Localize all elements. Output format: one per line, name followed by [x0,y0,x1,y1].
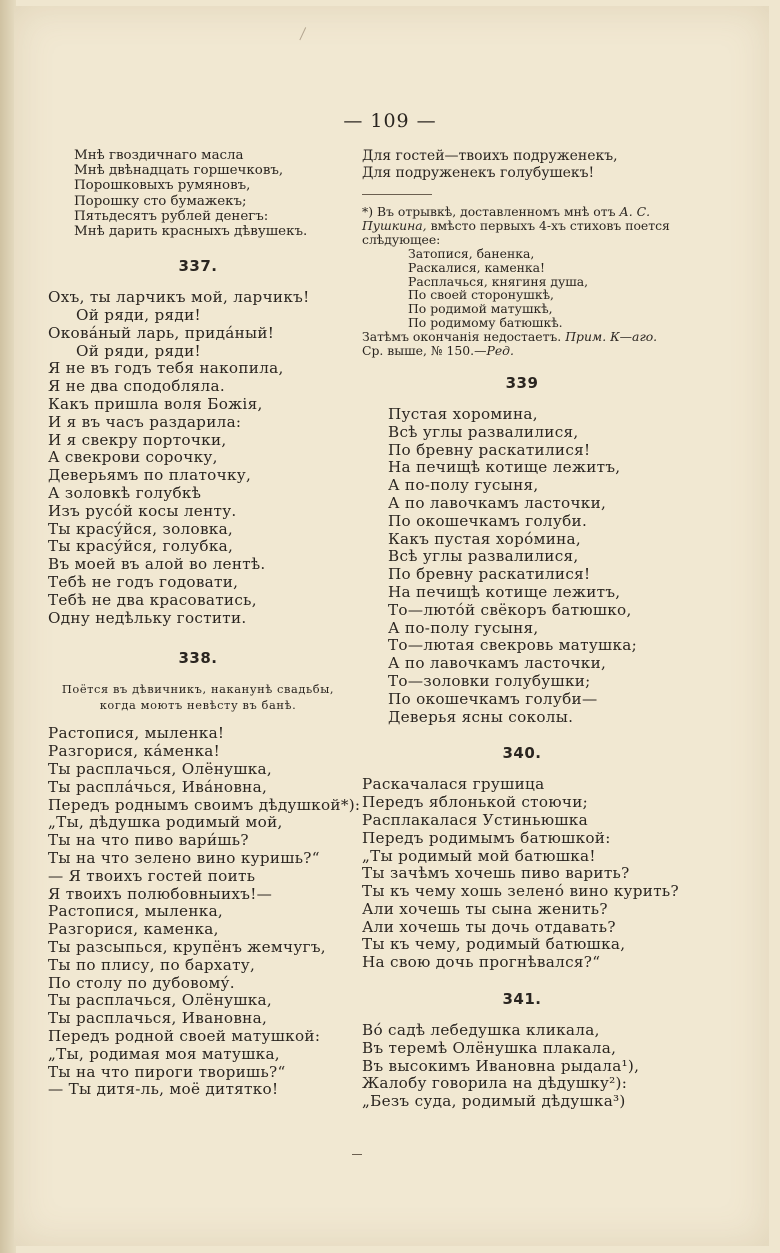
footnote-verse [362,247,682,330]
verse-line: А свекрови сорочку, [48,448,218,467]
left-column [48,148,361,1099]
left-intro-block [48,148,348,239]
verse-line: И я свекру порточки, [48,430,227,449]
verse-line: Расплакалася Устиньюшка [362,810,588,829]
verse-line: Пустая хоромина, [388,404,538,423]
verse-line: Раскачалася грушица [362,775,545,794]
verse-line: „Ты родимый мой батюшка! [362,846,596,865]
verse-line: Разгорися, каменка, [48,920,219,939]
footnote-verse-line: Затопися, баненка, [408,245,535,261]
footnote-line: слѣдующее: [362,231,441,247]
verse-line: А по лавочкамъ ласточки, [388,654,607,673]
footnote-line [362,344,682,358]
verse-line: Какъ пустая хоро́мина, [388,529,582,548]
verse-line: Деверья ясны соколы. [388,707,574,726]
footnote-italic: А. С. [619,204,651,219]
verse-line: И я въ часъ раздарила: [48,412,242,431]
footnote-text: *) Въ отрывкѣ, доставленномъ мнѣ отъ [362,204,616,219]
footnote-line [362,205,682,219]
section-number-341: 341. [502,990,542,1009]
verse-line: Растопися, мыленка! [48,724,225,743]
verse-line: А по-полу гусыня, [388,476,539,495]
verse-line: То—лютая свекровь матушка; [388,636,638,655]
verse-line: Ты зачѣмъ хочешь пиво варить? [362,864,630,883]
verse-line: Всѣ углы развалилися, [388,422,579,441]
verse-line: Я не въ годъ тебя накопила, [48,359,284,378]
text-line: Мнѣ гвоздичнаго масла [74,148,244,163]
verse-line: „Безъ суда, родимый дѣдушка³) [362,1092,626,1111]
poem-337 [48,289,348,627]
footnote-italic: Прим. К—аго. [565,329,658,345]
verse-line: Ты красу́йся, золовка, [48,519,234,538]
verse-line: Ой ряди, ряди! [76,306,201,325]
verse-line: Деверьямъ по платочку, [48,466,252,485]
footnote-verse-line: По родимому батюшкѣ. [408,315,563,331]
right-intro-block [362,148,682,182]
verse-line: Какъ пришла воля Божія, [48,395,263,413]
footnote-verse-line: Раскалися, каменка! [408,259,546,275]
section-number-338: 338. [178,649,218,668]
text-line: Пятьдесятъ рублей денегъ: [74,208,269,224]
verse-line: Въ высокимъ Ивановна рыдала¹), [362,1056,640,1075]
poem-340 [362,776,682,972]
verse-line: То—золовки голубушки; [388,671,591,690]
verse-line: Ты красу́йся, голубка, [48,537,234,556]
verse-line: По бревну раскатилися! [388,440,591,459]
text-line: Порошку сто бумажекъ; [74,193,247,209]
verse-line: Во́ садѣ лебедушка кликала, [362,1021,600,1040]
footnote [362,205,682,358]
section-number-340: 340. [502,744,542,763]
verse-line: Али хочешь ты дочь отдавать? [362,917,616,936]
verse-line: По окошечкамъ голуби. [388,511,588,530]
section-number-337: 337. [178,257,218,276]
section-number-339: 339 [505,373,539,392]
footnote-verse-line: По своей сторонушкѣ, [408,287,554,303]
verse-line: Ты на что пиво вари́шь? [48,831,249,850]
text-line: Мнѣ дарить красныхъ дѣвушекъ. [74,224,308,240]
section-subtitle: Поётся въ дѣвичникъ, наканунѣ свадьбы, [61,682,335,697]
verse-line: „Ты, дѣдушка родимый мой, [48,813,283,832]
poem-341 [362,1022,682,1111]
poem-339 [362,406,682,726]
verse-line: — Ты дитя-ль, моё дитятко! [48,1080,279,1099]
footnote-italic: Пушкина, [362,217,427,233]
verse-line: Ты разсыпься, крупёнъ жемчугъ, [48,937,326,956]
text-line: Мнѣ двѣнадцать горшечковъ, [74,163,284,179]
footnote-line [362,330,682,344]
footnote-italic: Ред. [486,343,514,359]
verse-line: На свою дочь прогнѣвался?“ [362,953,601,972]
verse-line: Охъ, ты ларчикъ мой, ларчикъ! [48,288,310,307]
text-line: Для подруженекъ голубушекъ! [362,165,595,181]
verse-line: Тебѣ не годъ годовати, [48,572,239,591]
verse-line: Растопися, мыленка, [48,902,224,921]
verse-line: Ты на что зелено вино куришь?“ [48,848,320,867]
verse-line: Тебѣ не два красоватись, [48,590,257,609]
verse-line: Въ теремѣ Олёнушка плакала, [362,1038,617,1057]
verse-line: Разгорися, ка́менка! [48,742,221,761]
verse-line: Али хочешь ты сына женить? [362,899,608,918]
footnote-text: Затѣмъ окончанія недостаетъ. [362,329,562,345]
verse-line: Окова́ный ларь, прида́ный! [48,323,275,342]
verse-line: Передъ родимымъ батюшкой: [362,828,611,847]
verse-line: — Я твоихъ гостей поить [48,866,256,885]
verse-line: Я не два сподобляла. [48,377,225,396]
verse-line: Ты расплачься, Олёнушка, [48,759,273,778]
verse-line: Ты по плису, по бархату, [48,955,256,974]
verse-line: Ты на что пироги творишь?“ [48,1062,286,1081]
verse-line: Жалобу говорила на дѣдушку²): [362,1074,628,1093]
verse-line: А по-полу гусыня, [388,618,539,637]
text-line: Порошковыхъ румяновъ, [74,178,251,194]
verse-line: „Ты, родимая моя матушка, [48,1044,280,1063]
footnote-text: Ср. выше, № 150.— [362,343,487,359]
section-subtitle: когда моютъ невѣсту въ банѣ. [99,698,297,713]
footnote-verse-line: Расплачься, княгиня душа, [408,273,589,289]
bottom-dash [352,1154,362,1155]
verse-line: Въ моей въ алой во лентѣ. [48,555,266,574]
verse-line: Ты расплачься, Олёнушка, [48,991,273,1010]
footnote-verse-line: По родимой матушкѣ, [408,301,553,317]
verse-line: Передъ родной своей матушкой: [48,1026,321,1045]
verse-line: Ты распла́чься, Ива́новна, [48,777,268,796]
verse-line: Ой ряди, ряди! [76,341,201,360]
verse-line: По окошечкамъ голуби— [388,689,598,708]
verse-line: По столу по дубовому́. [48,973,235,992]
verse-line: Передъ роднымъ своимъ дѣдушкой*): [48,795,361,814]
footnote-line [362,219,682,233]
poem-338 [48,724,361,1099]
verse-line: Изъ русо́й косы ленту. [48,501,237,520]
verse-line: На печищѣ котище лежитъ, [388,582,621,601]
verse-line: Всѣ углы развалилися, [388,547,579,566]
verse-line: По бревну раскатилися! [388,565,591,584]
verse-line: Одну недѣльку гостити. [48,608,247,627]
right-column [362,148,682,1111]
verse-line: А по лавочкамъ ласточки, [388,493,607,512]
verse-line: Ты къ чему, родимый батюшка, [362,935,626,954]
verse-line: То—люто́й свёкоръ батюшко, [388,600,632,619]
verse-line: Ты расплачься, Ивановна, [48,1009,268,1028]
verse-line: Передъ яблонькой стоючи; [362,793,589,812]
verse-line: На печищѣ котище лежитъ, [388,458,621,477]
verse-line: А золовкѣ голубкѣ [48,483,202,502]
verse-line: Ты къ чему хошь зелено́ вино курить? [362,882,679,901]
footnote-text: вмѣсто первыхъ 4-хъ стиховъ поется [430,217,670,233]
verse-line: Я твоихъ полюбовныихъ!— [48,884,273,903]
page-number: — 109 — [343,110,437,132]
text-line: Для гостей—твоихъ подруженекъ, [362,148,618,164]
